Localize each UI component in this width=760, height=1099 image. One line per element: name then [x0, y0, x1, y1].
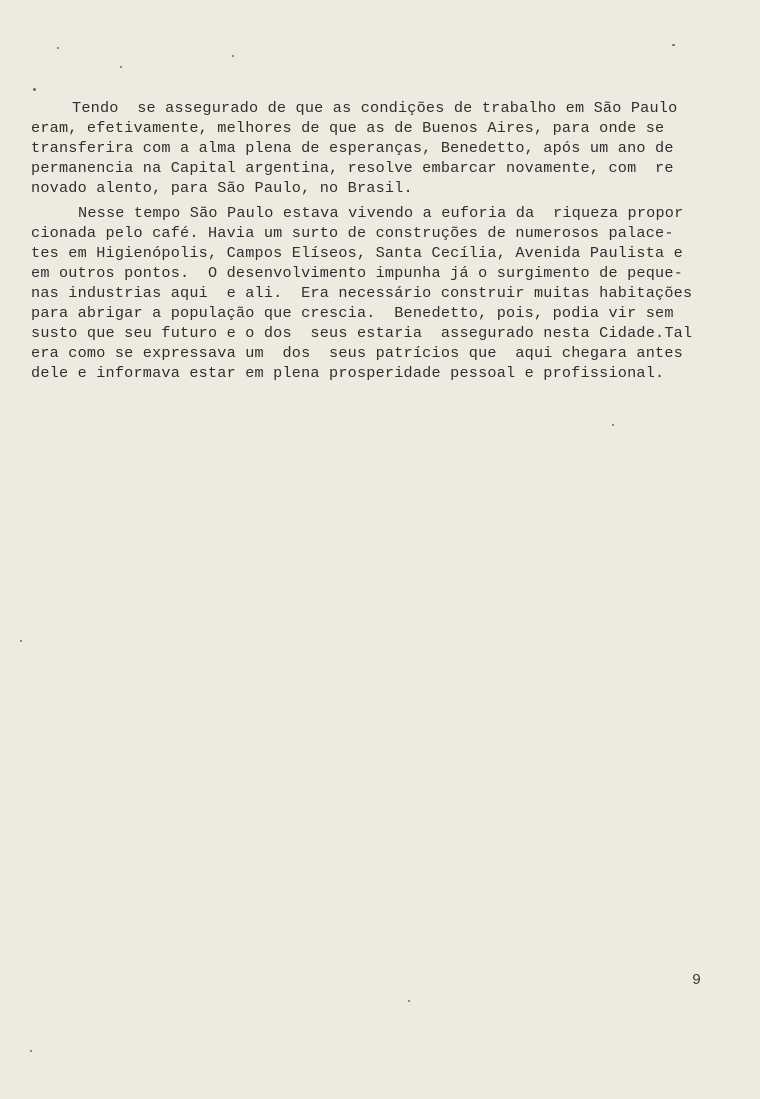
- paper-speck: [30, 1050, 32, 1052]
- text-line: nas industrias aqui e ali. Era necessário construir muitas habitações: [31, 284, 693, 302]
- text-line: novado alento, para São Paulo, no Brasil.: [31, 179, 413, 197]
- text-line: era como se expressava um dos seus patrícios que aqui chegara antes: [31, 344, 683, 362]
- paper-speck: [408, 1000, 410, 1002]
- text-line: em outros pontos. O desenvolvimento impunha já o surgimento de peque-: [31, 264, 683, 282]
- text-line: Tendo se assegurado de que as condições de trabalho em São Paulo: [72, 99, 678, 117]
- paper-speck: [20, 640, 22, 642]
- page-number: 9: [692, 972, 702, 989]
- text-line: tes em Higienópolis, Campos Elíseos, Santa Cecília, Avenida Paulista e: [31, 244, 683, 262]
- text-line: para abrigar a população que crescia. Benedetto, pois, podia vir sem: [31, 304, 674, 322]
- paper-speck: [612, 424, 614, 426]
- text-line: dele e informava estar em plena prosperidade pessoal e profissional.: [31, 364, 665, 382]
- paper-speck: [57, 47, 59, 49]
- text-line: eram, efetivamente, melhores de que as de Buenos Aires, para onde se: [31, 119, 665, 137]
- text-line: Nesse tempo São Paulo estava vivendo a euforia da riqueza propor: [78, 204, 684, 222]
- paper-speck: [120, 66, 122, 68]
- text-line: cionada pelo café. Havia um surto de construções de numerosos palace-: [31, 224, 674, 242]
- text-line: transferira com a alma plena de esperanças, Benedetto, após um ano de: [31, 139, 674, 157]
- paper-speck: [232, 55, 234, 57]
- text-line: susto que seu futuro e o dos seus estaria assegurado nesta Cidade.Tal: [31, 324, 693, 342]
- paper-speck: [672, 44, 675, 46]
- text-line: permanencia na Capital argentina, resolve embarcar novamente, com re: [31, 159, 674, 177]
- paper-speck: [33, 88, 36, 91]
